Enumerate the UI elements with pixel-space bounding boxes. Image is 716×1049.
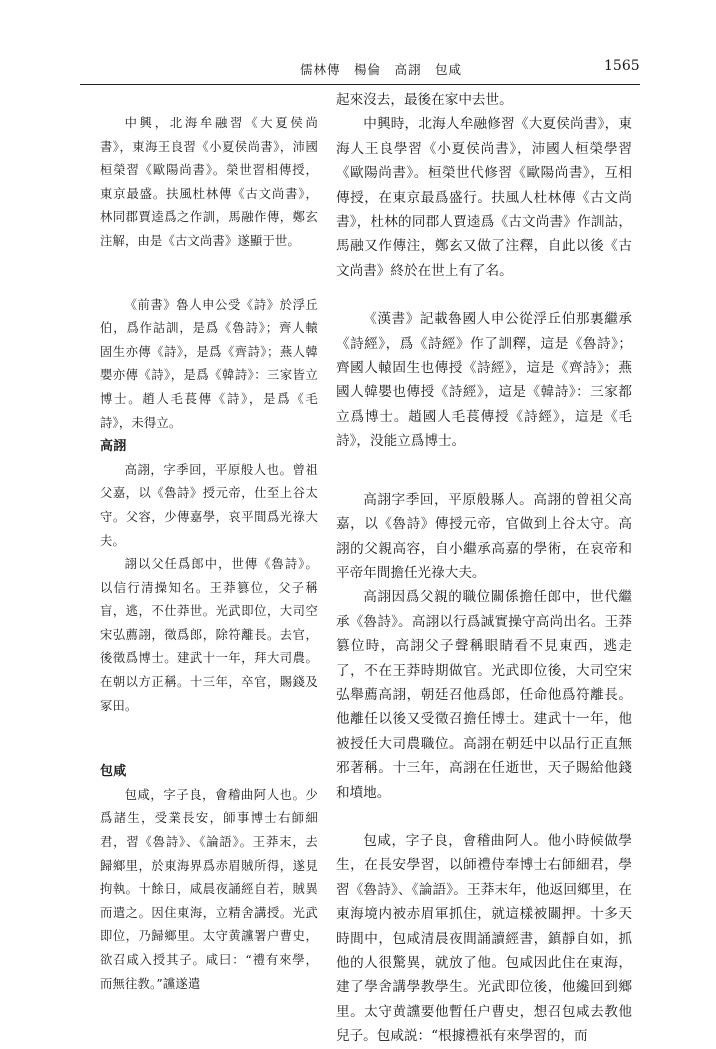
paragraph-text: 《漢書》記載魯國人申公從浮丘伯那裏繼承《詩經》，爲《詩經》作了訓釋，這是《魯詩》；齊國人轅固生也傳授《詩經》，這是《齊詩》；燕國人韓嬰也傳授《詩經》，這是《韓詩》：三家都立爲博士。趙國人毛萇傳授《詩經》，這是《毛詩》，没能立爲博士。 — [336, 311, 632, 450]
paragraph-text: 詡以父任爲郎中，世傳《魯詩》。以信行清操知名。王莽篡位，父子稱盲，逃，不仕莽世。光武即位，大司空宋弘薦詡，徵爲郎，除符離長。去官，後徵爲博士。建武十一年，拜大司農。在朝以方正稱。十三年，卒官，賜錢及冢田。 — [100, 557, 318, 713]
header-rule — [80, 84, 640, 85]
paragraph-text: 起來沒去，最後在家中去世。 — [336, 92, 513, 108]
section-heading-gaoxu: 高詡 — [100, 439, 127, 455]
paragraph-text: 《前書》魯人申公受《詩》於浮丘伯，爲作詁訓，是爲《魯詩》；齊人轅固生亦傳《詩》，是爲《齊詩》；燕人韓嬰亦傳《詩》，是爲《韓詩》：三家皆立博士。趙人毛萇傳《詩》，是爲《毛詩》，未得立。 — [100, 297, 318, 430]
section-heading-baoxian: 包咸 — [100, 764, 127, 780]
section-baoxian — [100, 760, 318, 996]
running-title: 儒林傳 楊倫 高詡 包咸 — [300, 62, 463, 77]
paragraph-text: 高詡字季回，平原般縣人。高詡的曾祖父高嘉，以《魯詩》傳授元帝，官做到上谷太守。高詡的父親高容，自小繼承高嘉的學術，在哀帝和平帝年間擔任光祿大夫。 — [336, 491, 632, 581]
original-text-column — [100, 88, 318, 996]
paragraph-zhongxing — [100, 112, 318, 254]
section-gaoxu — [100, 435, 318, 718]
paragraph-text: 包咸，字子良，會稽曲阿人也。少爲諸生，受業長安，師事博士右師細君，習《魯詩》、《論語》。王莽末，去歸鄉里，於東海界爲赤眉賊所得，遂見拘執。十餘日，咸晨夜誦經自若，賊異而遣之。因住東海，立精舍講授。光武即位，乃歸鄉里。太守黄讜署户曹史，欲召咸入授其子。咸曰：“禮有來學，而無往教。”讜遂遣 — [100, 787, 318, 991]
paragraph-continuation — [336, 88, 632, 112]
page-number: 1565 — [604, 58, 640, 74]
paragraph-text: 包咸，字子良，會稽曲阿人。他小時候做學生，在長安學習，以師禮侍奉博士右師細君，學習《魯詩》、《論語》。王莽末年，他返回鄉里，在東海境内被赤眉軍抓住，就這樣被關押。十多天時間中，包咸清晨夜間誦讀經書，鎮靜自如，抓他的人很驚異，就放了他。包咸因此住在東海，建了學舍講學教學生。光武即位後，他纔回到鄉里。太守黄讜要他暫任户曹史，想召包咸去教他兒子。包咸説：“根據禮祇有來學習的，而 — [336, 832, 632, 1045]
paragraph-text: 高詡，字季回，平原般人也。曾祖父嘉，以《魯詩》授元帝，仕至上谷太守。父容，少傳嘉學，哀平間爲光祿大夫。 — [100, 462, 318, 548]
paragraph-text: 中興時，北海人牟融修習《大夏侯尚書》，東海人王良學習《小夏侯尚書》，沛國人桓榮學習《歐陽尚書》。桓榮世代修習《歐陽尚書》，互相傳授，在東京最爲盛行。扶風人杜林傳《古文尚書》，杜林的同郡人賈逵爲《古文尚書》作訓詁，馬融又作傳注，鄭玄又做了注釋，自此以後《古文尚書》終於在世上有了名。 — [336, 116, 632, 279]
section-gaoxu-translation — [336, 488, 632, 805]
page-header — [0, 58, 716, 82]
paragraph-qianshu — [100, 294, 318, 436]
paragraph-hanshu-translation — [336, 307, 632, 453]
paragraph-zhongxing-translation — [336, 112, 632, 283]
translation-column — [336, 88, 632, 1049]
section-baoxian-translation — [336, 829, 632, 1049]
paragraph-text: 高詡因爲父親的職位關係擔任郎中，世代繼承《魯詩》。高詡以行爲誠實操守高尚出名。王莽篡位時，高詡父子聲稱眼睛看不見東西，逃走了，不在王莽時期做官。光武即位後，大司空宋弘舉薦高詡，朝廷召他爲郎，任命他爲符離長。他離任以後又受徵召擔任博士。建武十一年，他被授任大司農職位。高詡在朝廷中以品行正直無邪著稱。十三年，高詡在任逝世，天子賜給他錢和墳地。 — [336, 589, 632, 801]
paragraph-text: 中興，北海牟融習《大夏侯尚書》，東海王良習《小夏侯尚書》，沛國桓榮習《歐陽尚書》。榮世習相傳授，東京最盛。扶風杜林傳《古文尚書》，林同郡賈逵爲之作訓，馬融作傳，鄭玄注解，由是《古文尚書》遂顯于世。 — [100, 116, 318, 248]
